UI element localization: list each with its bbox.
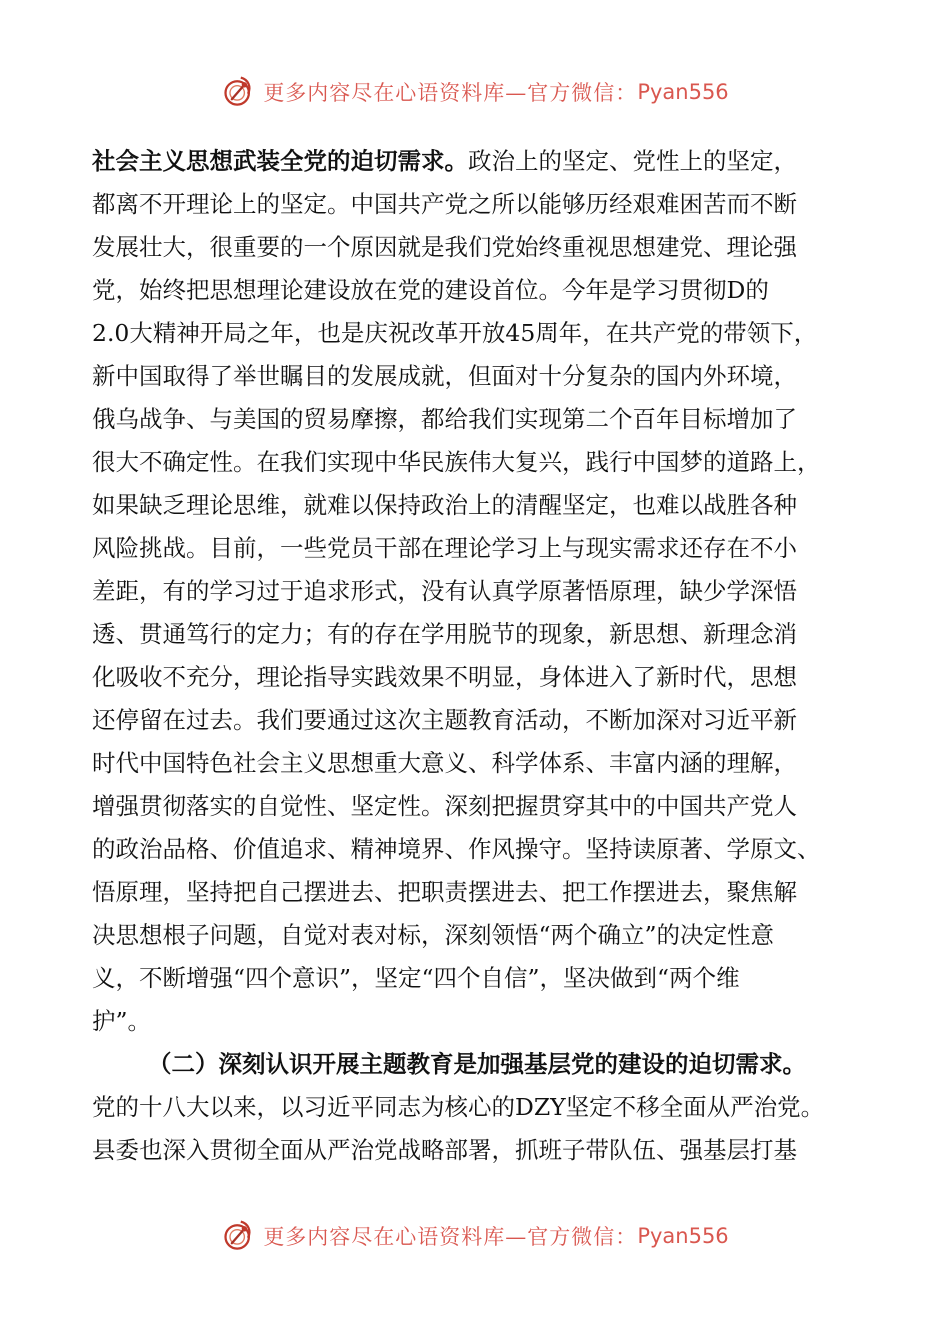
body-text: 差距，有的学习过于追求形式，没有认真学原著悟原理，缺少学深悟 bbox=[92, 577, 797, 605]
bold-heading-text: （二）深刻认识开展主题教育是加强基层党的建设的迫切需求。 bbox=[148, 1050, 806, 1078]
logo-icon bbox=[221, 74, 257, 110]
logo-icon bbox=[221, 1218, 257, 1254]
body-line bbox=[92, 312, 864, 355]
body-text: 2.0大精神开局之年，也是庆祝改革开放45周年，在共产党的带领下， bbox=[92, 319, 818, 347]
body-line bbox=[92, 828, 864, 871]
watermark-text: 更多内容尽在心语资料库—官方微信： bbox=[263, 81, 638, 105]
body-text: 还停留在过去。我们要通过这次主题教育活动，不断加深对习近平新 bbox=[92, 706, 797, 734]
body-text: 透、贯通笃行的定力；有的存在学用脱节的现象，新思想、新理念消 bbox=[92, 620, 797, 648]
body-line bbox=[92, 613, 864, 656]
body-line bbox=[92, 871, 864, 914]
body-line bbox=[92, 484, 864, 527]
body-line bbox=[92, 1000, 864, 1043]
body-line bbox=[92, 183, 864, 226]
body-line bbox=[92, 914, 864, 957]
body-text: 俄乌战争、与美国的贸易摩擦，都给我们实现第二个百年目标增加了 bbox=[92, 405, 797, 433]
body-line bbox=[92, 527, 864, 570]
body-line bbox=[92, 656, 864, 699]
body-text: 悟原理，坚持把自己摆进去、把职责摆进去、把工作摆进去，聚焦解 bbox=[92, 878, 797, 906]
body-line bbox=[92, 1086, 864, 1129]
body-text: 化吸收不充分，理论指导实践效果不明显，身体进入了新时代，思想 bbox=[92, 663, 797, 691]
body-text: 党，始终把思想理论建设放在党的建设首位。今年是学习贯彻D的 bbox=[92, 276, 769, 304]
body-line bbox=[92, 699, 864, 742]
body-line bbox=[92, 957, 864, 1000]
body-line bbox=[92, 140, 864, 183]
body-text: 新中国取得了举世瞩目的发展成就，但面对十分复杂的国内外环境， bbox=[92, 362, 797, 390]
body-line bbox=[92, 441, 864, 484]
watermark-footer bbox=[0, 1216, 950, 1256]
body-text: 决思想根子问题，自觉对表对标，深刻领悟“两个确立”的决定性意 bbox=[92, 921, 775, 949]
body-line bbox=[92, 1129, 864, 1172]
body-line bbox=[92, 1043, 864, 1086]
body-text: 风险挑战。目前，一些党员干部在理论学习上与现实需求还存在不小 bbox=[92, 534, 797, 562]
watermark-id: Pyan556 bbox=[637, 1224, 729, 1248]
body-text: 政治上的坚定、党性上的坚定， bbox=[468, 147, 797, 175]
body-text: 时代中国特色社会主义思想重大意义、科学体系、丰富内涵的理解， bbox=[92, 749, 797, 777]
document-body bbox=[92, 140, 864, 1172]
body-text: 的政治品格、价值追求、精神境界、作风操守。坚持读原著、学原文、 bbox=[92, 835, 821, 863]
bold-heading-text: 社会主义思想武装全党的迫切需求。 bbox=[92, 147, 468, 175]
body-text: 党的十八大以来，以习近平同志为核心的DZY坚定不移全面从严治党。 bbox=[92, 1093, 825, 1121]
body-line bbox=[92, 226, 864, 269]
body-text: 都离不开理论上的坚定。中国共产党之所以能够历经艰难困苦而不断 bbox=[92, 190, 797, 218]
body-line bbox=[92, 398, 864, 441]
body-text: 发展壮大，很重要的一个原因就是我们党始终重视思想建党、理论强 bbox=[92, 233, 797, 261]
body-text: 如果缺乏理论思维，就难以保持政治上的清醒坚定，也难以战胜各种 bbox=[92, 491, 797, 519]
watermark-header bbox=[0, 72, 950, 112]
watermark-id: Pyan556 bbox=[637, 80, 729, 104]
body-text: 很大不确定性。在我们实现中华民族伟大复兴，践行中国梦的道路上， bbox=[92, 448, 821, 476]
body-line bbox=[92, 570, 864, 613]
body-text: 县委也深入贯彻全面从严治党战略部署，抓班子带队伍、强基层打基 bbox=[92, 1136, 797, 1164]
body-line bbox=[92, 785, 864, 828]
body-line bbox=[92, 269, 864, 312]
body-text: 义，不断增强“四个意识”，坚定“四个自信”，坚决做到“两个维 bbox=[92, 964, 740, 992]
body-line bbox=[92, 742, 864, 785]
body-line bbox=[92, 355, 864, 398]
watermark-text: 更多内容尽在心语资料库—官方微信： bbox=[263, 1225, 638, 1249]
body-text: 护”。 bbox=[92, 1007, 152, 1035]
body-text: 增强贯彻落实的自觉性、坚定性。深刻把握贯穿其中的中国共产党人 bbox=[92, 792, 797, 820]
